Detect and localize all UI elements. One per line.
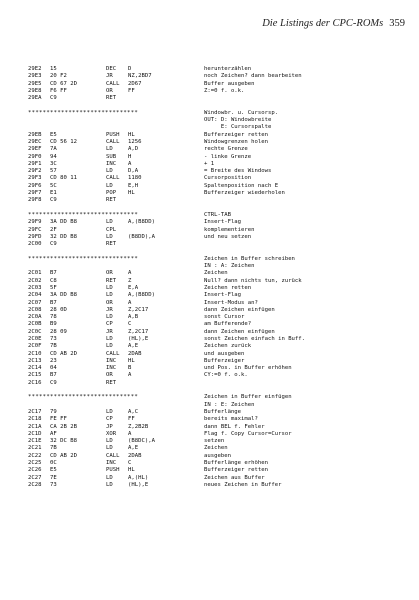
code-line: [28, 66, 413, 73]
mnemonic: INC: [106, 365, 117, 372]
operand: A,C: [128, 408, 139, 415]
blank-line: [28, 248, 413, 255]
opcode-bytes: 23: [50, 357, 57, 364]
comment: Zeichen in Buffer schreiben: [204, 255, 295, 262]
operand: (HL),E: [128, 481, 149, 488]
comment: Windowgrenzen holen: [204, 138, 268, 145]
comment: komplementieren: [204, 226, 255, 233]
opcode-bytes: B7: [50, 372, 57, 379]
opcode-bytes: B7: [50, 270, 57, 277]
mnemonic: CALL: [106, 175, 120, 182]
code-line: [28, 380, 413, 387]
opcode-bytes: C9: [50, 95, 57, 102]
address: 2C0E: [28, 335, 42, 342]
mnemonic: LD: [106, 233, 113, 240]
address: 2C03: [28, 284, 42, 291]
comment: CTRL-TAB: [204, 211, 231, 218]
code-line: [28, 292, 413, 299]
code-line: [28, 197, 413, 204]
code-line: [28, 190, 413, 197]
opcode-bytes: 3A DD B8: [50, 219, 77, 226]
mnemonic: LD: [106, 438, 113, 445]
address: 29F0: [28, 153, 42, 160]
mnemonic: DEC: [106, 66, 117, 72]
code-line: [28, 175, 413, 182]
operand: A,(B8DD): [128, 292, 155, 299]
separator: ******************************: [28, 255, 139, 262]
operand: D,A: [128, 168, 139, 175]
operand: 1180: [128, 175, 142, 182]
mnemonic: JR: [106, 328, 113, 335]
operand: HL: [128, 357, 135, 364]
comment: und ausgeben: [204, 350, 245, 357]
operand: (HL),E: [128, 335, 149, 342]
section-header: [28, 110, 413, 117]
code-line: [28, 343, 413, 350]
opcode-bytes: AF: [50, 430, 57, 437]
comment: CY:=0 f. o.k.: [204, 372, 248, 379]
opcode-bytes: CD AB 2D: [50, 350, 77, 357]
operand: HL: [128, 467, 135, 474]
address: 2C17: [28, 408, 42, 415]
operand: (B8DD),A: [128, 233, 155, 240]
comment: + 1: [204, 160, 215, 167]
opcode-bytes: F6 FF: [50, 87, 67, 94]
opcode-bytes: C9: [50, 379, 57, 386]
comment: Bufferlänge: [204, 408, 242, 415]
opcode-bytes: 73: [50, 335, 57, 342]
mnemonic: LD: [106, 182, 113, 189]
address: 29FD: [28, 233, 42, 240]
address: 29E8: [28, 87, 42, 94]
mnemonic: LD: [106, 292, 113, 299]
operand: B: [128, 365, 132, 372]
opcode-bytes: 2F: [50, 226, 57, 233]
code-line: [28, 183, 413, 190]
blank-line: [28, 205, 413, 212]
address: 2C01: [28, 270, 42, 277]
mnemonic: RET: [106, 95, 117, 102]
operand: A,(HL): [128, 474, 149, 481]
code-line: [28, 95, 413, 102]
mnemonic: INC: [106, 357, 117, 364]
opcode-bytes: CD 56 12: [50, 138, 77, 145]
opcode-bytes: 79: [50, 408, 57, 415]
code-line: [28, 300, 413, 307]
address: 2C0A: [28, 314, 42, 321]
opcode-bytes: 73: [50, 481, 57, 488]
mnemonic: OR: [106, 372, 113, 379]
address: 29F7: [28, 190, 42, 197]
address: 2C25: [28, 460, 42, 467]
operand: A: [128, 299, 132, 306]
mnemonic: PUSH: [106, 467, 120, 474]
comment: Flag f. Copy Cursor=Cursor: [204, 430, 292, 437]
comment: OUT: D: Windowbreite: [204, 117, 272, 124]
mnemonic: INC: [106, 160, 117, 167]
address: 2C21: [28, 445, 42, 452]
address: 2C1D: [28, 430, 42, 437]
comment: dann Zeichen einfügen: [204, 306, 275, 313]
address: 2C14: [28, 365, 42, 372]
opcode-bytes: C9: [50, 241, 57, 248]
opcode-bytes: CD 80 11: [50, 175, 77, 182]
opcode-bytes: E5: [50, 131, 57, 138]
mnemonic: LD: [106, 146, 113, 153]
address: 2C04: [28, 292, 42, 299]
code-line: [28, 73, 413, 80]
operand: 1256: [128, 138, 142, 145]
comment: - linke Grenze: [204, 153, 252, 160]
operand: HL: [128, 190, 135, 197]
mnemonic: CP: [106, 416, 113, 423]
comment: Bufferzeiger: [204, 357, 245, 364]
address: 2C00: [28, 241, 42, 248]
comment-line: [28, 117, 413, 124]
opcode-bytes: 78: [50, 314, 57, 321]
code-line: [28, 154, 413, 161]
code-line: [28, 467, 413, 474]
mnemonic: LD: [106, 314, 113, 321]
opcode-bytes: E5: [50, 467, 57, 474]
comment-line: [28, 402, 413, 409]
code-line: [28, 365, 413, 372]
opcode-bytes: 94: [50, 153, 57, 160]
section-header: [28, 394, 413, 401]
comment: Z:=0 f. o.k.: [204, 87, 245, 94]
opcode-bytes: 7E: [50, 474, 57, 481]
comment: Zeichen in Buffer einfügen: [204, 394, 292, 401]
chapter-title: Die Listings der CPC-ROMs: [262, 18, 384, 29]
mnemonic: SUB: [106, 153, 117, 160]
comment: IN : E: Zeichen: [204, 401, 255, 408]
operand: D: [128, 66, 132, 72]
comment: setzen: [204, 438, 225, 445]
opcode-bytes: 32 DD B8: [50, 233, 77, 240]
mnemonic: PUSH: [106, 131, 120, 138]
mnemonic: LD: [106, 445, 113, 452]
comment: und neu setzen: [204, 233, 252, 240]
operand: A: [128, 160, 132, 167]
comment-line: [28, 263, 413, 270]
code-line: [28, 329, 413, 336]
opcode-bytes: 7B: [50, 343, 57, 350]
code-line: [28, 438, 413, 445]
address: 2C15: [28, 372, 42, 379]
mnemonic: CALL: [106, 80, 120, 87]
opcode-bytes: CA 2B 2B: [50, 423, 77, 430]
code-line: [28, 278, 413, 285]
code-line: [28, 314, 413, 321]
address: 29F6: [28, 182, 42, 189]
address: 2C27: [28, 474, 42, 481]
comment: am Bufferende?: [204, 321, 252, 328]
comment: Bufferlänge erhöhen: [204, 460, 268, 467]
opcode-bytes: 5F: [50, 284, 57, 291]
operand: Z,2C17: [128, 306, 149, 313]
opcode-bytes: 32 DC B8: [50, 438, 77, 445]
code-line: [28, 482, 413, 489]
address: 29F3: [28, 175, 42, 182]
opcode-bytes: C9: [50, 197, 57, 204]
operand: HL: [128, 131, 135, 138]
mnemonic: XOR: [106, 430, 117, 437]
code-line: [28, 168, 413, 175]
mnemonic: RET: [106, 277, 117, 284]
address: 2C28: [28, 481, 42, 488]
opcode-bytes: 15: [50, 66, 57, 72]
mnemonic: JP: [106, 423, 113, 430]
code-line: [28, 358, 413, 365]
separator: ******************************: [28, 394, 139, 401]
code-line: [28, 219, 413, 226]
operand: (B8DC),A: [128, 438, 155, 445]
operand: E,H: [128, 182, 139, 189]
code-line: [28, 453, 413, 460]
mnemonic: JR: [106, 73, 113, 80]
opcode-bytes: 5C: [50, 182, 57, 189]
opcode-bytes: B9: [50, 321, 57, 328]
comment: Windowbr. u. Cursorsp.: [204, 109, 279, 116]
comment: herunterzählen: [204, 66, 252, 72]
comment: dann Zeichen einfügen: [204, 328, 275, 335]
operand: A,D: [128, 146, 139, 153]
address: 29F8: [28, 197, 42, 204]
code-line: [28, 81, 413, 88]
separator: ******************************: [28, 211, 139, 218]
operand: C: [128, 321, 132, 328]
address: 29F1: [28, 160, 42, 167]
opcode-bytes: C8: [50, 277, 57, 284]
comment: Spaltenposition nach E: [204, 182, 279, 189]
code-line: [28, 372, 413, 379]
address: 2C02: [28, 277, 42, 284]
code-line: [28, 88, 413, 95]
mnemonic: LD: [106, 219, 113, 226]
comment: Zeichen: [204, 270, 228, 277]
comment: Bufferzeiger retten: [204, 467, 268, 474]
separator: ******************************: [28, 109, 139, 116]
address: 2C10: [28, 350, 42, 357]
address: 29F2: [28, 168, 42, 175]
code-line: [28, 409, 413, 416]
operand: FF: [128, 87, 135, 94]
comment: Cursorposition: [204, 175, 252, 182]
operand: FF: [128, 416, 135, 423]
mnemonic: LD: [106, 168, 113, 175]
comment: und Pos. in Buffer erhöhen: [204, 365, 292, 372]
code-line: [28, 234, 413, 241]
operand: Z,2B2B: [128, 423, 149, 430]
comment: = Breite des Windows: [204, 168, 272, 175]
assembly-listing: [28, 66, 413, 489]
code-line: [28, 416, 413, 423]
opcode-bytes: 28 0D: [50, 306, 67, 313]
operand: 2D67: [128, 80, 142, 87]
comment: Zeichen: [204, 445, 228, 452]
code-line: [28, 146, 413, 153]
code-line: [28, 285, 413, 292]
code-line: [28, 336, 413, 343]
comment: dann BEL f. Fehler: [204, 423, 265, 430]
section-header: [28, 212, 413, 219]
mnemonic: LD: [106, 284, 113, 291]
mnemonic: RET: [106, 379, 117, 386]
comment: Bufferzeiger retten: [204, 131, 268, 138]
comment-line: [28, 124, 413, 131]
address: 2C0F: [28, 343, 42, 350]
opcode-bytes: CD 67 2D: [50, 80, 77, 87]
comment: IN : A: Zeichen: [204, 263, 255, 270]
operand: C: [128, 460, 132, 467]
address: 29FC: [28, 226, 42, 233]
comment: Null? dann nichts tun, zurück: [204, 277, 302, 284]
code-line: [28, 227, 413, 234]
address: 29EC: [28, 138, 42, 145]
comment: Buffer ausgeben: [204, 80, 255, 87]
code-line: [28, 351, 413, 358]
comment: neues Zeichen in Buffer: [204, 481, 282, 488]
mnemonic: CPL: [106, 226, 117, 233]
mnemonic: LD: [106, 343, 113, 350]
mnemonic: POP: [106, 190, 117, 197]
mnemonic: CALL: [106, 452, 120, 459]
comment: Insert-Flag: [204, 292, 242, 299]
code-line: [28, 475, 413, 482]
code-line: [28, 270, 413, 277]
code-line: [28, 445, 413, 452]
section-header: [28, 256, 413, 263]
mnemonic: RET: [106, 241, 117, 248]
operand: 2DAB: [128, 452, 142, 459]
code-line: [28, 139, 413, 146]
opcode-bytes: 28 09: [50, 328, 67, 335]
opcode-bytes: CD AB 2D: [50, 452, 77, 459]
mnemonic: CALL: [106, 350, 120, 357]
code-line: [28, 132, 413, 139]
address: 2C0B: [28, 321, 42, 328]
mnemonic: CALL: [106, 138, 120, 145]
opcode-bytes: 3C: [50, 160, 57, 167]
address: 2C0C: [28, 328, 42, 335]
opcode-bytes: 0C: [50, 460, 57, 467]
comment: Insert-Modus an?: [204, 299, 258, 306]
comment: Zeichen retten: [204, 284, 252, 291]
mnemonic: OR: [106, 270, 113, 277]
opcode-bytes: E1: [50, 190, 57, 197]
address: 2C18: [28, 416, 42, 423]
address: 2C1E: [28, 438, 42, 445]
running-header: [0, 18, 405, 29]
code-line: [28, 307, 413, 314]
operand: A,E: [128, 343, 139, 350]
comment: Bufferzeiger wiederholen: [204, 190, 285, 197]
address: 29EB: [28, 131, 42, 138]
code-line: [28, 460, 413, 467]
opcode-bytes: 04: [50, 365, 57, 372]
mnemonic: CP: [106, 321, 113, 328]
comment: sonst Cursor: [204, 314, 245, 321]
opcode-bytes: 3A DD B8: [50, 292, 77, 299]
comment: bereits maximal?: [204, 416, 258, 423]
comment: E: Cursorspalte: [204, 124, 272, 131]
mnemonic: LD: [106, 481, 113, 488]
comment: ausgeben: [204, 452, 231, 459]
opcode-bytes: FE FF: [50, 416, 67, 423]
comment: Zeichen zurück: [204, 343, 252, 350]
operand: Z: [128, 277, 132, 284]
opcode-bytes: 7A: [50, 146, 57, 153]
address: 29F9: [28, 219, 42, 226]
operand: A: [128, 430, 132, 437]
comment: rechte Grenze: [204, 146, 248, 153]
comment: Insert-Flag: [204, 219, 242, 226]
operand: A: [128, 270, 132, 277]
operand: H: [128, 153, 132, 160]
address: 2C1A: [28, 423, 42, 430]
comment: sonst Zeichen einfach in Buff.: [204, 335, 306, 342]
code-line: [28, 241, 413, 248]
operand: A,E: [128, 445, 139, 452]
operand: A,(B8DD): [128, 219, 155, 226]
address: 2C13: [28, 357, 42, 364]
mnemonic: OR: [106, 299, 113, 306]
address: 2C26: [28, 467, 42, 474]
address: 2C22: [28, 452, 42, 459]
address: 2C16: [28, 379, 42, 386]
address: 29E2: [28, 66, 42, 72]
comment: Zeichen aus Buffer: [204, 474, 265, 481]
mnemonic: LD: [106, 335, 113, 342]
opcode-bytes: 7B: [50, 445, 57, 452]
mnemonic: INC: [106, 460, 117, 467]
operand: Z,2C17: [128, 328, 149, 335]
blank-line: [28, 387, 413, 394]
address: 2C07: [28, 299, 42, 306]
opcode-bytes: 20 F2: [50, 73, 67, 80]
address: 2C08: [28, 306, 42, 313]
mnemonic: RET: [106, 197, 117, 204]
opcode-bytes: 57: [50, 168, 57, 175]
mnemonic: OR: [106, 87, 113, 94]
code-line: [28, 424, 413, 431]
comment: noch Zeichen? dann bearbeiten: [204, 73, 302, 80]
address: 29E5: [28, 80, 42, 87]
code-line: [28, 321, 413, 328]
opcode-bytes: B7: [50, 299, 57, 306]
mnemonic: JR: [106, 306, 113, 313]
address: 29EA: [28, 95, 42, 102]
operand: A: [128, 372, 132, 379]
mnemonic: LD: [106, 474, 113, 481]
address: 29E3: [28, 73, 42, 80]
mnemonic: LD: [106, 408, 113, 415]
operand: 2DAB: [128, 350, 142, 357]
operand: E,A: [128, 284, 139, 291]
code-line: [28, 431, 413, 438]
operand: A,B: [128, 314, 139, 321]
code-line: [28, 161, 413, 168]
blank-line: [28, 102, 413, 109]
page-number: 359: [389, 18, 405, 29]
operand: NZ,2BD7: [128, 73, 152, 80]
address: 29EF: [28, 146, 42, 153]
